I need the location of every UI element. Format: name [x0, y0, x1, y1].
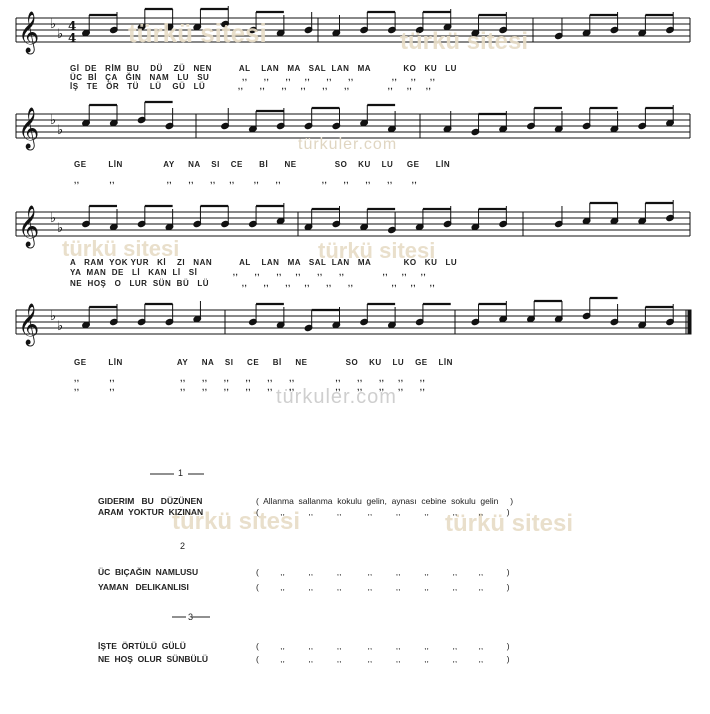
flat-icon: ♭ [50, 17, 57, 32]
verse-line-lead: NE HOŞ OLUR SÜNBÜLÜ [98, 654, 209, 664]
verse-line-refrain: ( ,, ,, ,, ,, ,, ,, ,, ,, ) [256, 582, 510, 592]
watermark-turku-sitesi: türkü sitesi [62, 236, 180, 261]
flat-icon: ♭ [50, 113, 57, 128]
watermark-turku-sitesi: türkü sitesi [445, 510, 574, 537]
lyric-line: ,, ,, ,, ,, ,, ,, ,, ,, ,, ,, ,, ,, ,, [74, 176, 418, 185]
treble-clef-icon: 𝄞 [18, 108, 40, 149]
lyric-line: A RAM YOK YUR Kİ ZI NAN AL LAN MA SAL LAN MA KO KU LU [70, 258, 458, 267]
verse-number: 3 [188, 612, 194, 622]
verse-number: 1 [178, 468, 184, 478]
flat-icon: ♭ [57, 319, 64, 334]
verse-number: 2 [180, 541, 186, 551]
verse-line-refrain: ( ,, ,, ,, ,, ,, ,, ,, ,, ) [256, 567, 510, 577]
verse-line-refrain: ( ,, ,, ,, ,, ,, ,, ,, ,, ) [256, 507, 510, 517]
verse-line-lead: YAMAN DELIKANLISI [98, 582, 189, 592]
verse-line-lead: GIDERIM BU DÜZÜNEN [98, 496, 203, 506]
lyric-line: ,, ,, ,, ,, ,, ,, ,, ,, ,, ,, ,, ,, ,, [74, 383, 426, 392]
time-signature: 4 [68, 31, 77, 45]
watermark-turkuler: türkuler.com [276, 386, 397, 408]
lyric-line: GE LİN AY NA SI CE Bİ NE SO KU LU GE LİN [74, 160, 451, 169]
treble-clef-icon: 𝄞 [18, 206, 40, 247]
watermark-turku-sitesi: türkü sitesi [318, 238, 436, 263]
verse-line-lead: ÜC BIÇAĞIN NAMLUSU [98, 567, 199, 577]
verse-line-refrain: ( ,, ,, ,, ,, ,, ,, ,, ,, ) [256, 641, 510, 651]
lyric-line: ,, ,, ,, ,, ,, ,, ,, ,, ,, ,, ,, ,, ,, [74, 374, 426, 383]
flat-icon: ♭ [50, 211, 57, 226]
treble-clef-icon: 𝄞 [18, 304, 40, 345]
lyric-line: Gİ DE RİM BU DÜ ZÜ NEN AL LAN MA SAL LAN MA KO KU LU [70, 64, 457, 73]
verse-line-lead: ARAM YOKTUR KIZINAN [98, 507, 204, 517]
watermark-turkuler: türkuler.com [298, 136, 398, 153]
watermark-turku-sitesi: türkü sitesi [400, 28, 529, 55]
flat-icon: ♭ [57, 27, 64, 42]
lyric-line: İŞ TE ÖR TÜ LÜ GÜ LÜ ,, ,, ,, ,, ,, ,, ,, ,, ,, [70, 82, 432, 91]
flat-icon: ♭ [50, 309, 57, 324]
treble-clef-icon: 𝄞 [18, 12, 40, 53]
verse-line-lead: İŞTE ÖRTÜLÜ GÜLÜ [98, 641, 186, 651]
verse-line-refrain: ( ,, ,, ,, ,, ,, ,, ,, ,, ) [256, 654, 510, 664]
lyric-line: ÜC Bİ ÇA ĞIN NAM LU SU ,, ,, ,, ,, ,, ,, ,, ,, ,, [70, 73, 436, 82]
watermark-turku-sitesi: türkü sitesi [128, 18, 267, 48]
flat-icon: ♭ [57, 123, 64, 138]
lyric-line: NE HOŞ O LUR SÜN BÜ LÜ ,, ,, ,, ,, ,, ,, ,, ,, ,, [70, 279, 436, 288]
verse-line-refrain: ( Allanma sallanma kokulu gelin, aynası cebine sokulu gelin ) [256, 496, 514, 506]
time-signature: 4 [68, 19, 77, 33]
lyric-line: YA MAN DE Lİ KAN Lİ Sİ ,, ,, ,, ,, ,, ,, ,, ,, ,, [70, 268, 427, 277]
lyric-line: GE LİN AY NA SI CE Bİ NE SO KU LU GE LİN [74, 358, 453, 367]
flat-icon: ♭ [57, 221, 64, 236]
watermark-turku-sitesi: türkü sitesi [172, 508, 301, 535]
